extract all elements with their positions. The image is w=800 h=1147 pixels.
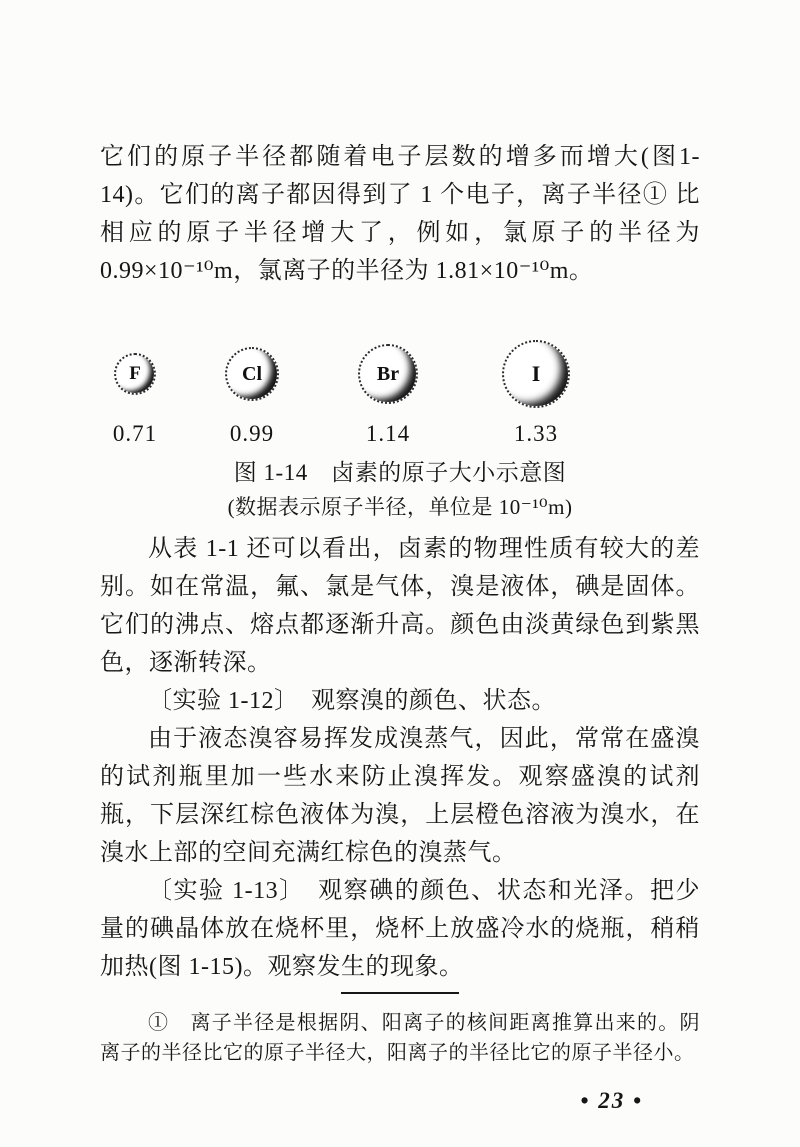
atom-group-fluorine — [83, 333, 187, 447]
atom-circle-box-cl — [200, 333, 304, 415]
experiment-1-12: 〔实验 1-12〕 观察溴的颜色、状态。 — [148, 688, 556, 714]
footnote-ionic-radius: ① 离子半径是根据阴、阳离子的核间距离推算出来的。阴离子的半径比它的原子半径大，阳离子的半径比它的原子半径小。 — [100, 1012, 700, 1064]
atom-radius-value-i: 1.33 — [513, 421, 559, 446]
atom-circle-box-br — [336, 333, 440, 415]
paragraph-bromine-storage: 由于液态溴容易挥发成溴蒸气，因此，常常在盛溴的试剂瓶里加一些水来防止溴挥发。观察盛溴的试剂瓶，下层深红棕色液体为溴，上层橙色溶液为溴水，在溴水上部的空间充满红棕色的溴蒸气。 — [100, 726, 700, 866]
footnote-separator-rule — [341, 992, 459, 994]
atom-circle-box-i — [484, 333, 588, 415]
atom-symbol-cl: Cl — [242, 362, 262, 385]
paragraph-physical-properties: 从表 1-1 还可以看出，卤素的物理性质有较大的差别。如在常温，氟、氯是气体，溴是液体，碘是固体。它们的沸点、熔点都逐渐升高。颜色由淡黄绿色到紫黑色，逐渐转深。 — [100, 536, 700, 676]
experiment-1-13: 〔实验 1-13〕 观察碘的颜色、状态和光泽。把少量的碘晶体放在烧杯里，烧杯上放盛冷水的烧瓶，稍稍加热(图 1-15)。观察发生的现象。 — [100, 878, 700, 980]
atom-radius-value-br: 1.14 — [365, 421, 411, 446]
atom-symbol-i: I — [531, 361, 541, 386]
atom-sphere-icon — [358, 344, 418, 404]
figure-caption-note: (数据表示原子半径，单位是 10⁻¹⁰m) — [227, 495, 573, 519]
atom-group-iodine — [484, 333, 588, 447]
figure-caption-title: 图 1-14 卤素的原子大小示意图 — [233, 460, 567, 485]
paragraph-atomic-radius: 它们的原子半径都随着电子层数的增多而增大(图1-14)。它们的离子都因得到了 1 个电子，离子半径① 比相应的原子半径增大了，例如，氯原子的半径为 0.99×10⁻¹⁰m，氯离子的半径为 1.81×10⁻¹⁰m。 — [100, 144, 700, 284]
atom-sphere-icon — [114, 353, 156, 395]
page-number: • 23 • — [580, 1088, 643, 1113]
figure-1-14-halogen-atom-sizes — [100, 333, 700, 445]
atom-sphere-icon — [225, 347, 279, 401]
atom-sphere-icon — [502, 340, 570, 408]
atom-symbol-f: F — [129, 363, 141, 384]
atom-group-bromine — [336, 333, 440, 447]
atom-radius-value-f: 0.71 — [112, 421, 158, 446]
atom-circle-box-f — [83, 333, 187, 415]
atom-group-chlorine — [200, 333, 304, 447]
atom-symbol-br: Br — [376, 362, 400, 385]
atom-radius-value-cl: 0.99 — [229, 421, 275, 446]
